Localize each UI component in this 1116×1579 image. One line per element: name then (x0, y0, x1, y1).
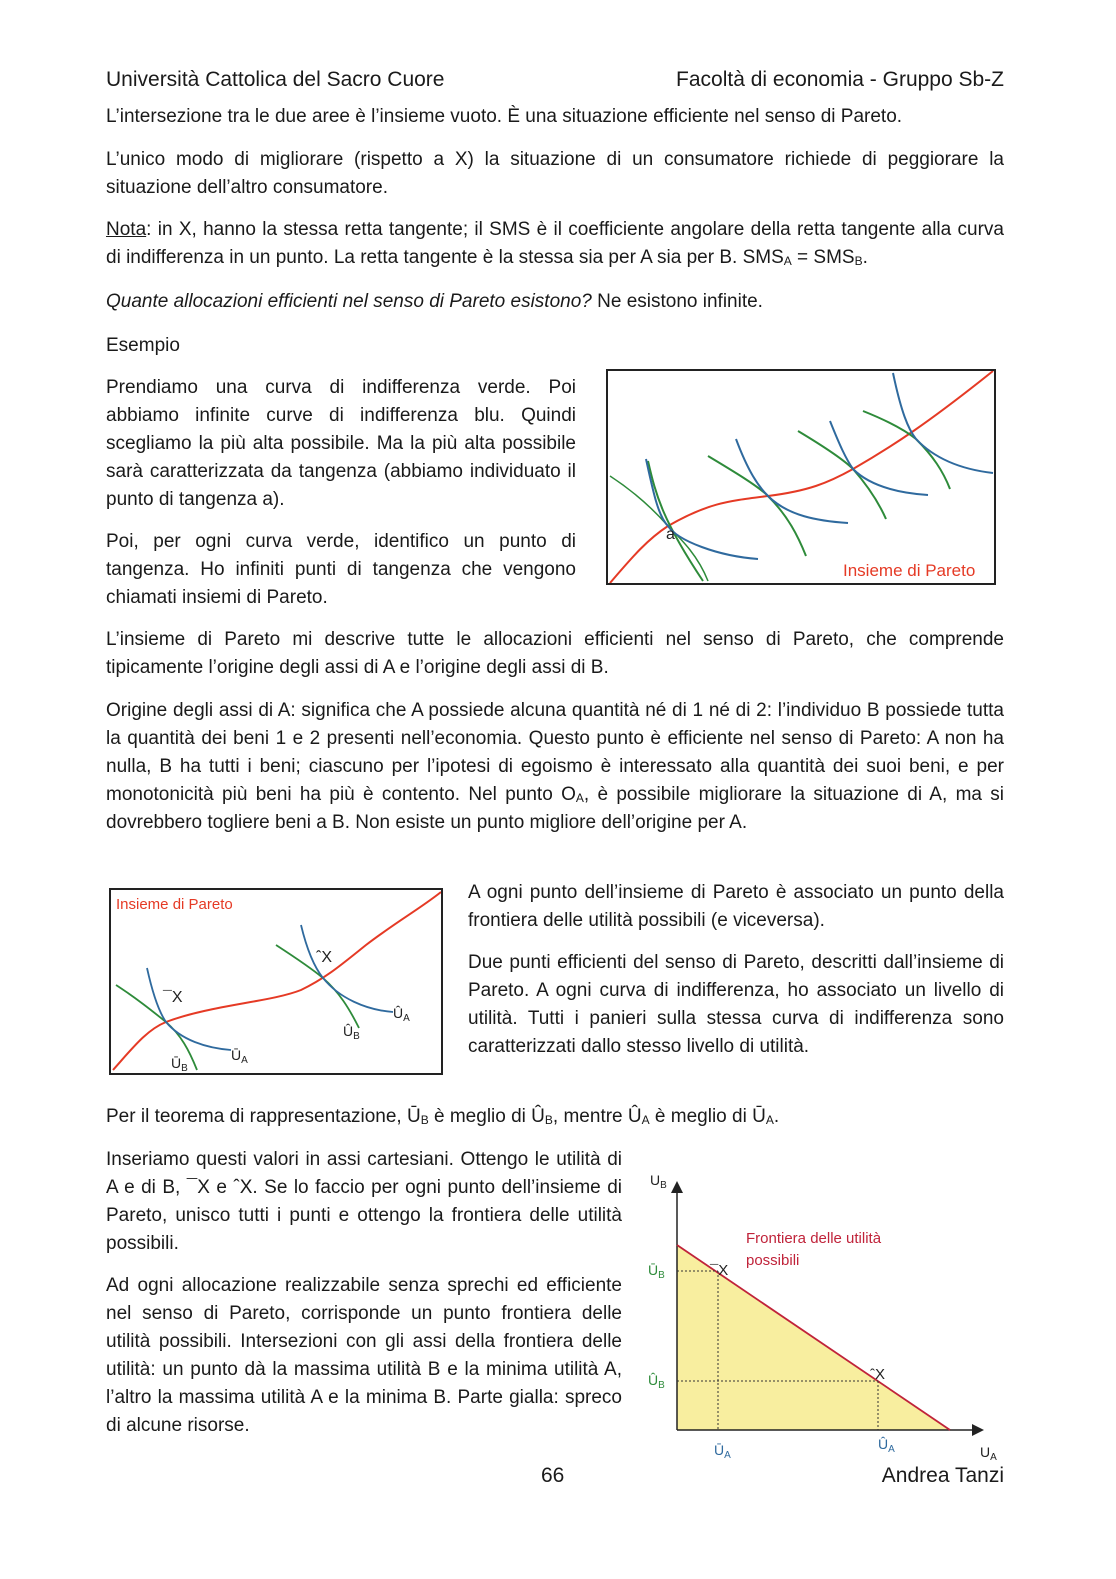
axis-y-sub: B (660, 1180, 667, 1191)
p9-sub: A (575, 791, 584, 805)
p12-e: . (773, 1106, 780, 1127)
axis-y-label (650, 1172, 667, 1191)
label-ua-hat (393, 1005, 410, 1024)
paragraph-2: L’unico modo di migliorare (rispetto a X) la situazione di un consumatore richiede di peggiorare la situazione dell’altro consumatore. (106, 149, 1004, 198)
sms-mid: = SMS (791, 247, 855, 268)
label-ua-bar (231, 1047, 248, 1066)
nota-label: Nota (106, 219, 147, 240)
pareto-set-curve (610, 371, 993, 583)
label-ub-bar-3 (648, 1262, 665, 1281)
p12-s4: A (765, 1113, 774, 1127)
ua-bar-u: Ū (231, 1047, 242, 1063)
pareto-set-curve-2 (113, 892, 441, 1070)
frontier-label-1: Frontiera delle utilità (746, 1230, 882, 1247)
p12-d: è meglio di Ū (649, 1106, 766, 1127)
figure-utility-frontier (640, 1165, 1010, 1465)
header-right: Facoltà di economia - Gruppo Sb-Z (676, 68, 1004, 91)
header-left: Università Cattolica del Sacro Cuore (106, 68, 445, 91)
ub-hat-3-sub: B (658, 1380, 665, 1391)
ua-bar-3-sub: A (724, 1450, 731, 1461)
figure-pareto-set (606, 369, 996, 585)
paragraph-11: Due punti efficienti del senso di Pareto, descritti dall’insieme di Pareto. A ogni curva di indifferenza, ho associato un livello di utilità. Tutti i panieri sulla stessa curva di indifferenza sono caratterizzati dallo stesso livello di utilità. (468, 952, 1004, 1057)
figure-utility-frontier-svg (640, 1165, 1010, 1465)
axis-y-u: U (650, 1172, 661, 1188)
axis-x-label (980, 1444, 997, 1463)
p12-s2: B (544, 1113, 553, 1127)
ub-bar-sub: B (181, 1063, 188, 1073)
paragraph-3 (106, 216, 1004, 272)
paragraph-esempio: Esempio (106, 335, 180, 356)
p12-b: è meglio di Û (428, 1106, 545, 1127)
label-ua-hat-3 (878, 1436, 895, 1455)
ub-hat-u: Û (343, 1023, 354, 1039)
nota-text: : in X, hanno la stessa retta tangente; il SMS è il coefficiente angolare della retta tangente alla curva di indifferenza in un punto. La retta tangente è la stessa sia per A sia per B. SMS (106, 219, 1004, 268)
figure-two-efficient-points (109, 888, 443, 1075)
ub-hat-sub: B (353, 1031, 360, 1042)
label-insieme-pareto-2: Insieme di Pareto (116, 896, 233, 913)
paragraph-4 (106, 288, 1004, 316)
p12-s3: A (641, 1113, 650, 1127)
ub-bar-u: Ū (171, 1055, 182, 1071)
figure-two-efficient-points-svg (111, 890, 441, 1073)
label-x-bar-3: ¯X (710, 1262, 729, 1279)
label-ub-hat-3 (648, 1372, 665, 1391)
blue-curve-uahat (301, 925, 393, 1012)
paragraph-7: Poi, per ogni curva verde, identifico un punto di tangenza. Ho infiniti punti di tangenza che vengono chiamati insiemi di Pareto. (106, 531, 576, 608)
page-number: 66 (541, 1464, 565, 1487)
sms-end: . (862, 247, 868, 268)
ua-hat-3-u: Û (878, 1436, 889, 1452)
axis-x-u: U (980, 1444, 991, 1460)
sms-sub-a: A (783, 254, 792, 268)
p12-c: , mentre Û (552, 1106, 642, 1127)
paragraph-14: Ad ogni allocazione realizzabile senza sprechi ed efficiente nel senso di Pareto, corrisponde un punto frontiera delle utilità possibili. Intersezioni con gli assi della frontiera delle utilità: un punto dà la massima utilità B e la minima utilità A, l’altro la massima utilità A e la minima B. Parte gialla: spreco di alcune risorse. (106, 1275, 622, 1436)
label-x-hat-3: ˆX (870, 1366, 885, 1383)
ua-hat-u: Û (393, 1005, 404, 1021)
label-insieme-pareto: Insieme di Pareto (843, 561, 976, 580)
answer-text: Ne esistono infinite. (591, 291, 763, 312)
label-x-hat: ˆX (316, 949, 332, 966)
ua-hat-sub: A (403, 1013, 410, 1024)
p9-end: , è possibile migliorare la situazione di A, ma si dovrebbero togliere beni a B. Non esiste un punto migliore dell’origine per A. (106, 784, 1004, 833)
p12-s1: B (420, 1113, 429, 1127)
p9-text: Origine degli assi di A: significa che A possiede alcuna quantità né di 1 né di 2: l’individuo B possiede tutta la quantità dei beni 1 e 2 presenti nell’economia. Questo punto è efficiente nel senso di Pareto: A non ha nulla, B ha tutti i beni; ciascuno per l’ipotesi di egoismo è interessato alla quantità dei suoi beni, e per monotonicità più beni ha più è contento. Nel punto O (106, 700, 1004, 805)
p12-a: Per il teorema di rappresentazione, Ū (106, 1106, 421, 1127)
sms-sub-b: B (854, 254, 863, 268)
ua-hat-3-sub: A (888, 1444, 895, 1455)
frontier-label-2: possibili (746, 1252, 800, 1269)
paragraph-10: A ogni punto dell’insieme di Pareto è associato un punto della frontiera delle utilità possibili (e viceversa). (468, 882, 1004, 931)
footer-author: Andrea Tanzi (881, 1464, 1004, 1487)
figure-pareto-set-svg (608, 371, 994, 583)
label-a: a (666, 526, 675, 543)
paragraph-13: Inseriamo questi valori in assi cartesiani. Ottengo le utilità di A e di B, ¯X e ˆX. Se lo faccio per ogni punto dell’insieme di Pareto, unisco tutti i punti e ottengo la frontiera delle utilità possibili. (106, 1149, 622, 1254)
blue-curve-4 (893, 373, 993, 473)
ua-bar-sub: A (241, 1055, 248, 1066)
question-text: Quante allocazioni efficienti nel senso di Pareto esistono? (106, 291, 592, 312)
ub-bar-3-u: Ū (648, 1262, 659, 1278)
paragraph-6: Prendiamo una curva di indifferenza verde. Poi abbiamo infinite curve di indifferenza blu. Quindi scegliamo la più alta possibile. Ma la più alta possibile sarà caratterizzata da tangenza (abbiamo individuato il punto di tangenza a). (106, 377, 576, 510)
label-x-bar: ¯X (163, 989, 183, 1006)
paragraph-12 (106, 1103, 1004, 1131)
ua-bar-3-u: Ū (714, 1442, 725, 1458)
ub-bar-3-sub: B (658, 1270, 665, 1281)
label-ub-bar (171, 1055, 188, 1073)
ub-hat-3-u: Û (648, 1372, 659, 1388)
axis-x-sub: A (990, 1452, 997, 1463)
label-ua-bar-3 (714, 1442, 731, 1461)
paragraph-1: L’intersezione tra le due aree è l’insieme vuoto. È una situazione efficiente nel senso di Pareto. (106, 106, 903, 127)
green-curve-2 (708, 456, 806, 556)
paragraph-8: L’insieme di Pareto mi descrive tutte le allocazioni efficienti nel senso di Pareto, che comprende tipicamente l’origine degli assi di A e l’origine degli assi di B. (106, 629, 1004, 678)
paragraph-9 (106, 697, 1004, 837)
